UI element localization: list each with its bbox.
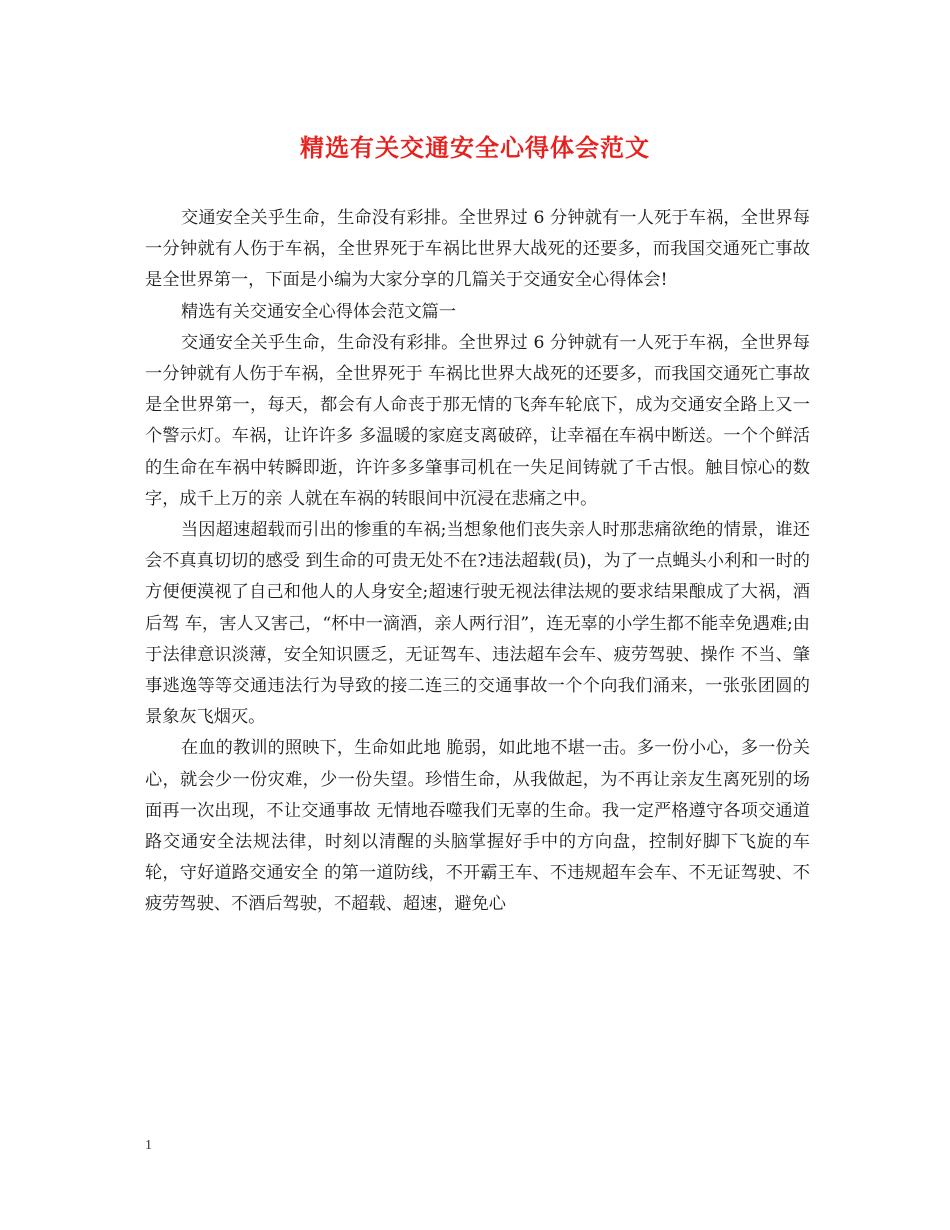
paragraph-2: 当因超速超载而引出的惨重的车祸;当想象他们丧失亲人时那悲痛欲绝的情景，谁还会不真真切切的感受 到生命的可贵无处不在?违法超载(员)，为了一点蝇头小利和一时的方便便漠视了自己和他人的人身安全;超速行驶无视法律法规的要求结果酿成了大祸，酒后驾 车，害人又害己，“杯中一滴酒，亲人两行泪”，连无辜的小学生都不能幸免遇难;由于法律意识淡薄，安全知识匮乏，无证驾车、违法超车会车、疲劳驾驶、操作 不当、肇事逃逸等等交通违法行为导致的接二连三的交通事故一个个向我们涌来，一张张团圆的景象灰飞烟灭。 [145,520,810,728]
document-title: 精选有关交通安全心得体会范文 [300,133,650,162]
paragraph-1: 交通安全关乎生命，生命没有彩排。全世界过 6 分钟就有一人死于车祸，全世界每一分钟就有人伤于车祸，全世界死于 车祸比世界大战死的还要多，而我国交通死亡事故是全世界第一，每天，都会有人命丧于那无情的飞奔车轮底下，成为交通安全路上又一个警示灯。车祸，让许许多 多温暖的家庭支离破碎，让幸福在车祸中断送。一个个鲜活的生命在车祸中转瞬即逝，许许多多肇事司机在一失足间铸就了千古恨。触目惊心的数字，成千上万的亲 人就在车祸的转眼间中沉浸在悲痛之中。 [145,332,810,509]
paragraph-intro: 交通安全关乎生命，生命没有彩排。全世界过 6 分钟就有一人死于车祸，全世界每一分钟就有人伤于车祸，全世界死于车祸比世界大战死的还要多，而我国交通死亡事故是全世界第一，下面是小编为大家分享的几篇关于交通安全心得体会! [145,208,810,291]
page-number: 1 [145,1138,152,1153]
paragraph-3: 在血的教训的照映下，生命如此地 脆弱，如此地不堪一击。多一份小心，多一份关心，就会少一份灾难，少一份失望。珍惜生命，从我做起，为不再让亲友生离死别的场面再一次出现，不让交通事故 无情地吞噬我们无辜的生命。我一定严格遵守各项交通道路交通安全法规法律，时刻以清醒的头脑掌握好手中的方向盘，控制好脚下飞旋的车轮，守好道路交通安全 的第一道防线，不开霸王车、不违规超车会车、不无证驾驶、不疲劳驾驶、不酒后驾驶，不超载、超速，避免心 [145,738,810,915]
document-body [145,203,810,921]
section-heading: 精选有关交通安全心得体会范文篇一 [181,301,457,322]
